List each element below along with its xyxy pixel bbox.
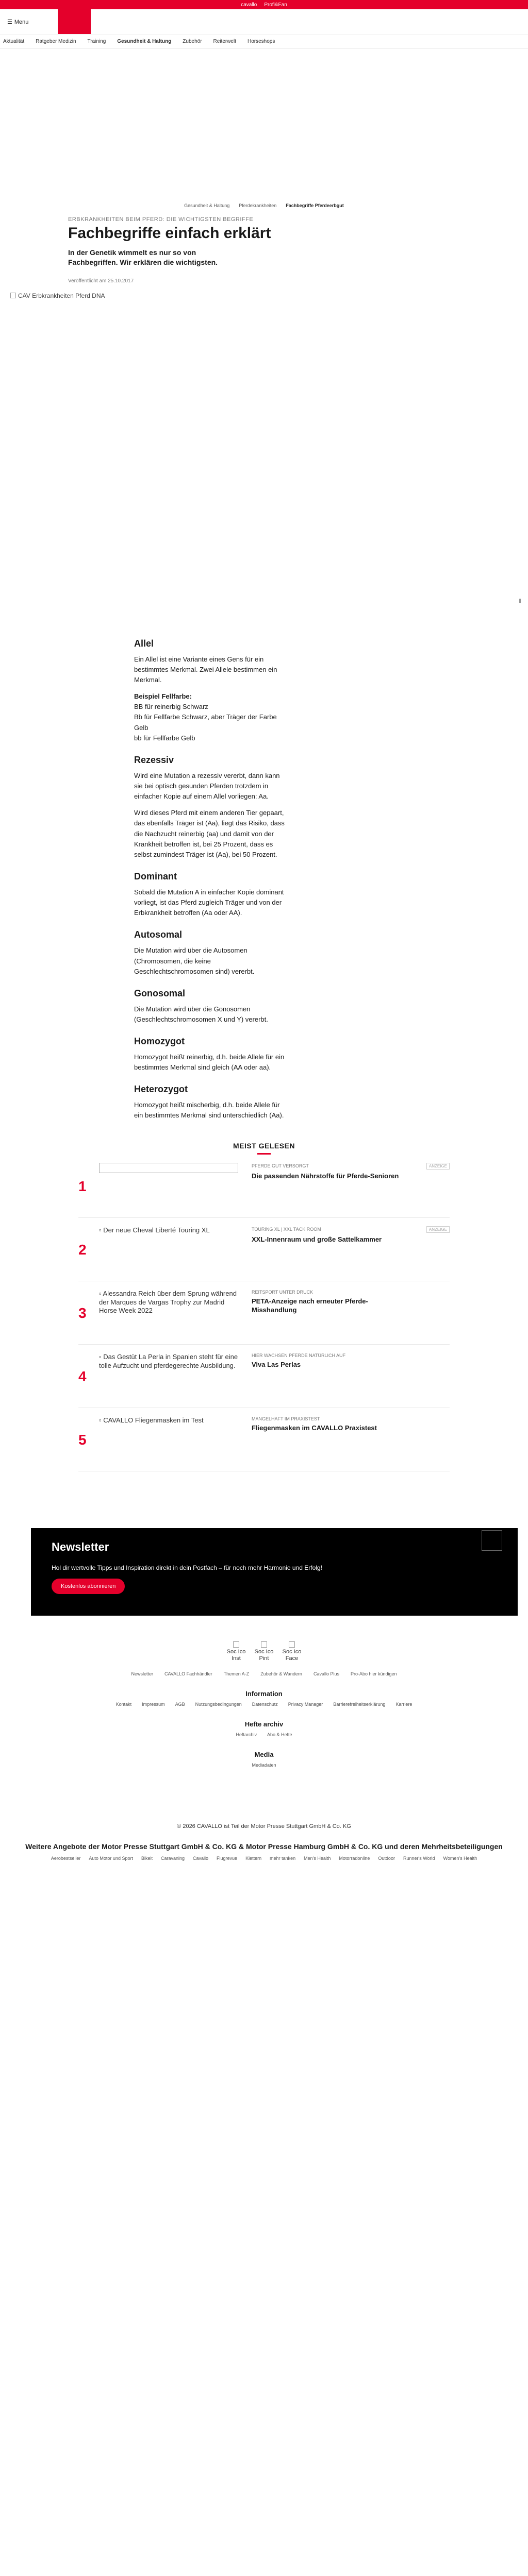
- section-heading-gonosomal: Gonosomal: [134, 988, 186, 998]
- footer-link[interactable]: Nutzungsbedingungen: [195, 1702, 242, 1707]
- offer-link[interactable]: Bikeit: [141, 1855, 153, 1861]
- section-heading-homozygot: Homozygot: [134, 1036, 185, 1047]
- subnav-item-aktualitaet[interactable]: Aktualität: [3, 39, 25, 44]
- broken-image-icon: ▫: [99, 1289, 102, 1297]
- broken-image-icon: ▫: [99, 1352, 102, 1361]
- most-read-item[interactable]: [78, 1281, 450, 1345]
- footer-link[interactable]: Kontakt: [116, 1702, 132, 1707]
- ad-placeholder: [0, 48, 528, 198]
- footer-link[interactable]: Newsletter: [131, 1671, 153, 1676]
- teaser-image[interactable]: [99, 1290, 243, 1336]
- example-block: [134, 691, 289, 743]
- teaser-kicker: HIER WACHSEN PFERDE NATÜRLICH AUF: [252, 1352, 346, 1358]
- newsletter-title: Newsletter: [52, 1540, 109, 1553]
- scroll-indicator[interactable]: [519, 599, 521, 603]
- most-read-title: MEIST GELESEN: [78, 1142, 450, 1155]
- newsletter-subscribe-button[interactable]: Kostenlos abonnieren: [52, 1579, 125, 1594]
- offer-link[interactable]: Men's Health: [304, 1855, 331, 1861]
- rank-number: 2: [78, 1241, 87, 1258]
- instagram-link[interactable]: [226, 1641, 246, 1662]
- teaser-kicker: MANGELHAFT IM PRAXISTEST: [252, 1416, 320, 1421]
- facebook-icon: [289, 1641, 295, 1648]
- offer-link[interactable]: Flugrevue: [217, 1855, 238, 1861]
- footer-link[interactable]: Privacy Manager: [288, 1702, 323, 1707]
- footer-heading: Hefte archiv: [244, 1720, 284, 1728]
- pinterest-link[interactable]: [254, 1641, 274, 1662]
- footer-heading: Media: [254, 1751, 274, 1758]
- teaser-title[interactable]: Viva Las Perlas: [252, 1360, 301, 1368]
- footer-link[interactable]: Pro-Abo hier kündigen: [350, 1671, 397, 1676]
- paragraph: Die Mutation wird über die Autosomen (Chromosomen, die keine Geschlechtschromosomen sind) vererbt.: [134, 946, 255, 975]
- paragraph: Wird dieses Pferd mit einem anderen Tier gepaart, das ebenfalls Träger ist (Aa), liegt das Risiko, dass die Nachzucht reinerbig (aa) und damit von der Krankheit betroffen ist, bei 25 Prozent, dass es selbst zumindest Träger ist (Aa), bei 50 Prozent.: [134, 809, 285, 858]
- sub-navigation: [0, 35, 528, 48]
- article-body: [134, 638, 289, 1121]
- offer-link[interactable]: Klettern: [245, 1855, 262, 1861]
- section-heading-allel: Allel: [134, 638, 154, 649]
- offer-link[interactable]: Auto Motor und Sport: [89, 1855, 133, 1861]
- hero-image-alt: CAV Erbkrankheiten Pferd DNA: [18, 292, 105, 299]
- topbar-link-profi[interactable]: Profi&Fan: [264, 2, 287, 8]
- teaser-title[interactable]: Die passenden Nährstoffe für Pferde-Senioren: [252, 1172, 399, 1180]
- subnav-item-zubehoer[interactable]: Zubehör: [183, 39, 202, 44]
- newsletter-banner: [31, 1528, 518, 1616]
- footer-heading: Information: [245, 1690, 283, 1698]
- broken-image-icon: ▫: [99, 1226, 102, 1234]
- paragraph: Homozygot heißt reinerbig, d.h. beide Allele für ein bestimmtes Merkmal sind gleich (AA oder aa).: [134, 1053, 285, 1072]
- hamburger-icon: ☰: [7, 19, 12, 25]
- footer-link[interactable]: Karriere: [395, 1702, 412, 1707]
- teaser-kicker: PFERDE GUT VERSORGT: [252, 1163, 309, 1169]
- social-label: Soc Ico Inst: [226, 1648, 246, 1662]
- social-label: Soc Ico Face: [282, 1648, 302, 1662]
- rank-number: 1: [78, 1178, 87, 1194]
- newsletter-text: Hol dir wertvolle Tipps und Inspiration direkt in dein Postfach – für noch mehr Harmonie und Erfolg!: [52, 1564, 322, 1571]
- broken-image-icon: ▫: [99, 1416, 102, 1424]
- teaser-image[interactable]: [99, 1163, 243, 1209]
- breadcrumb: [0, 198, 528, 213]
- offer-link[interactable]: Outdoor: [378, 1855, 395, 1861]
- footer-archive: [0, 1720, 528, 1737]
- footer-link[interactable]: CAVALLO Fachhändler: [164, 1671, 212, 1676]
- subnav-item-horseshops[interactable]: Horseshops: [248, 39, 275, 44]
- offer-link[interactable]: Motorradonline: [339, 1855, 370, 1861]
- footer-link[interactable]: Mediadaten: [252, 1762, 276, 1768]
- copyright: © 2026 CAVALLO ist Teil der Motor Presse Stuttgart GmbH & Co. KG: [177, 1823, 351, 1829]
- newsletter-image: [482, 1530, 502, 1551]
- subnav-item-reiterwelt[interactable]: Reiterwelt: [213, 39, 236, 44]
- offer-link[interactable]: Women's Health: [443, 1855, 477, 1861]
- offer-link[interactable]: Aerobestseller: [51, 1855, 81, 1861]
- example-line: BB für reinerbig Schwarz: [134, 703, 208, 711]
- article-title: Fachbegriffe einfach erklärt: [68, 225, 271, 242]
- top-red-bar: [0, 0, 528, 9]
- paragraph: Wird eine Mutation a rezessiv vererbt, dann kann sie bei optisch gesunden Pferden trotzdem in einfacher Kopie auf einem Allel vorliegen: Aa.: [134, 771, 280, 801]
- rank-number: 3: [78, 1304, 87, 1321]
- section-heading-rezessiv: Rezessiv: [134, 754, 174, 765]
- paragraph: Die Mutation wird über die Gonosomen (Geschlechtschromosomen X und Y) vererbt.: [134, 1005, 268, 1023]
- offers-title: Weitere Angebote der Motor Presse Stuttgart GmbH & Co. KG & Motor Presse Hamburg GmbH & Co. KG und deren Mehrheitsbeteiligungen: [25, 1842, 503, 1851]
- offer-link[interactable]: Caravaning: [160, 1855, 185, 1861]
- offer-link[interactable]: Runner's World: [403, 1855, 435, 1861]
- paragraph: Ein Allel ist eine Variante eines Gens für ein bestimmtes Merkmal. Zwei Allele bestimmen ein Merkmal.: [134, 655, 277, 684]
- teaser-image[interactable]: [99, 1416, 243, 1463]
- subnav-item-training[interactable]: Training: [87, 39, 106, 44]
- paragraph: Sobald die Mutation A in einfacher Kopie dominant vorliegt, ist das Pferd zugleich Träger und von der Erbkrankheit betroffen (Aa oder AA).: [134, 888, 284, 917]
- most-read-item[interactable]: [78, 1408, 450, 1471]
- menu-button[interactable]: [7, 19, 28, 25]
- breadcrumb-item[interactable]: Gesundheit & Haltung: [184, 203, 230, 208]
- most-read-item[interactable]: [78, 1218, 450, 1281]
- article-kicker: ERBKRANKHEITEN BEIM PFERD: DIE WICHTIGSTEN BEGRIFFE: [68, 216, 254, 223]
- section-heading-dominant: Dominant: [134, 871, 177, 882]
- footer-link[interactable]: Heftarchiv: [236, 1732, 257, 1737]
- teaser-image-alt: Alessandra Reich über dem Sprung während der Marques de Vargas Trophy zur Madrid Horse Week 2022: [99, 1289, 237, 1315]
- most-read-item[interactable]: [78, 1345, 450, 1408]
- broken-image-icon: [10, 293, 16, 298]
- teaser-title[interactable]: XXL-Innenraum und große Sattelkammer: [252, 1235, 382, 1243]
- footer-link[interactable]: AGB: [175, 1702, 185, 1707]
- section-heading-heterozygot: Heterozygot: [134, 1084, 188, 1095]
- topbar-link-cavallo[interactable]: cavallo: [241, 2, 257, 8]
- footer-information: [0, 1690, 528, 1707]
- social-links: [0, 1641, 528, 1662]
- most-read-section: [78, 1142, 450, 1471]
- most-read-item[interactable]: [78, 1155, 450, 1218]
- footer-link[interactable]: Abo & Hefte: [267, 1732, 292, 1737]
- footer-link[interactable]: Impressum: [142, 1702, 165, 1707]
- breadcrumb-current: Fachbegriffe Pferdeerbgut: [286, 203, 344, 208]
- offer-link[interactable]: Cavallo: [193, 1855, 209, 1861]
- footer-links: [0, 1671, 528, 1676]
- article-header: [63, 216, 465, 284]
- teaser-image-alt: CAVALLO Fliegenmasken im Test: [103, 1416, 204, 1424]
- footer-link[interactable]: Barrierefreiheitserklärung: [333, 1702, 386, 1707]
- footer-link[interactable]: Themen A-Z: [223, 1671, 250, 1676]
- social-label: Soc Ico Pint: [254, 1648, 274, 1662]
- example-line: bb für Fellfarbe Gelb: [134, 734, 195, 742]
- rank-number: 5: [78, 1431, 87, 1448]
- teaser-image[interactable]: [99, 1226, 243, 1273]
- published-date: Veröffentlicht am 25.10.2017: [68, 278, 134, 284]
- subnav-item-gesundheit-haltung[interactable]: Gesundheit & Haltung: [117, 39, 172, 44]
- article-teaser: In der Genetik wimmelt es nur so von Fachbegriffen. Wir erklären die wichtigsten.: [68, 248, 218, 267]
- ad-badge: ANZEIGE: [426, 1226, 450, 1233]
- example-heading: Beispiel Fellfarbe:: [134, 692, 192, 701]
- instagram-icon: [233, 1641, 239, 1648]
- paragraph: Homozygot heißt mischerbig, d.h. beide Allele für ein bestimmtes Merkmal sind unterschiedlich (Aa).: [134, 1101, 284, 1120]
- cavallo-logo[interactable]: [58, 9, 91, 34]
- example-line: Bb für Fellfarbe Schwarz, aber Träger der Farbe Gelb: [134, 713, 277, 732]
- menu-label: Menu: [14, 19, 29, 25]
- image-frame: [99, 1163, 238, 1173]
- section-heading-autosomal: Autosomal: [134, 929, 183, 940]
- teaser-title[interactable]: PETA-Anzeige nach erneuter Pferde-Misshandlung: [252, 1297, 368, 1314]
- ad-badge: ANZEIGE: [426, 1163, 450, 1170]
- breadcrumb-item[interactable]: Pferdekrankheiten: [239, 203, 277, 208]
- teaser-image-alt: Der neue Cheval Liberté Touring XL: [103, 1226, 210, 1234]
- footer-link[interactable]: Cavallo Plus: [313, 1671, 339, 1676]
- hero-image: [10, 292, 522, 627]
- footer-link[interactable]: Zubehör & Wandern: [260, 1671, 302, 1676]
- teaser-image-alt: Das Gestüt La Perla in Spanien steht für eine tolle Aufzucht und pferdegerechte Ausbildung.: [99, 1352, 238, 1369]
- teaser-kicker: TOURING XL | XXL TACK ROOM: [252, 1227, 321, 1232]
- footer-link[interactable]: Datenschutz: [252, 1702, 278, 1707]
- subnav-item-ratgeber-medizin[interactable]: Ratgeber Medizin: [36, 39, 76, 44]
- teaser-title[interactable]: Fliegenmasken im CAVALLO Praxistest: [252, 1423, 377, 1432]
- offers-links: [6, 1856, 522, 1861]
- pinterest-icon: [261, 1641, 267, 1648]
- footer-media: [0, 1751, 528, 1768]
- facebook-link[interactable]: [282, 1641, 302, 1662]
- brand-bar: [0, 9, 528, 35]
- teaser-image[interactable]: [99, 1353, 243, 1399]
- teaser-kicker: REITSPORT UNTER DRUCK: [252, 1289, 314, 1295]
- offer-link[interactable]: mehr tanken: [270, 1855, 296, 1861]
- rank-number: 4: [78, 1368, 87, 1384]
